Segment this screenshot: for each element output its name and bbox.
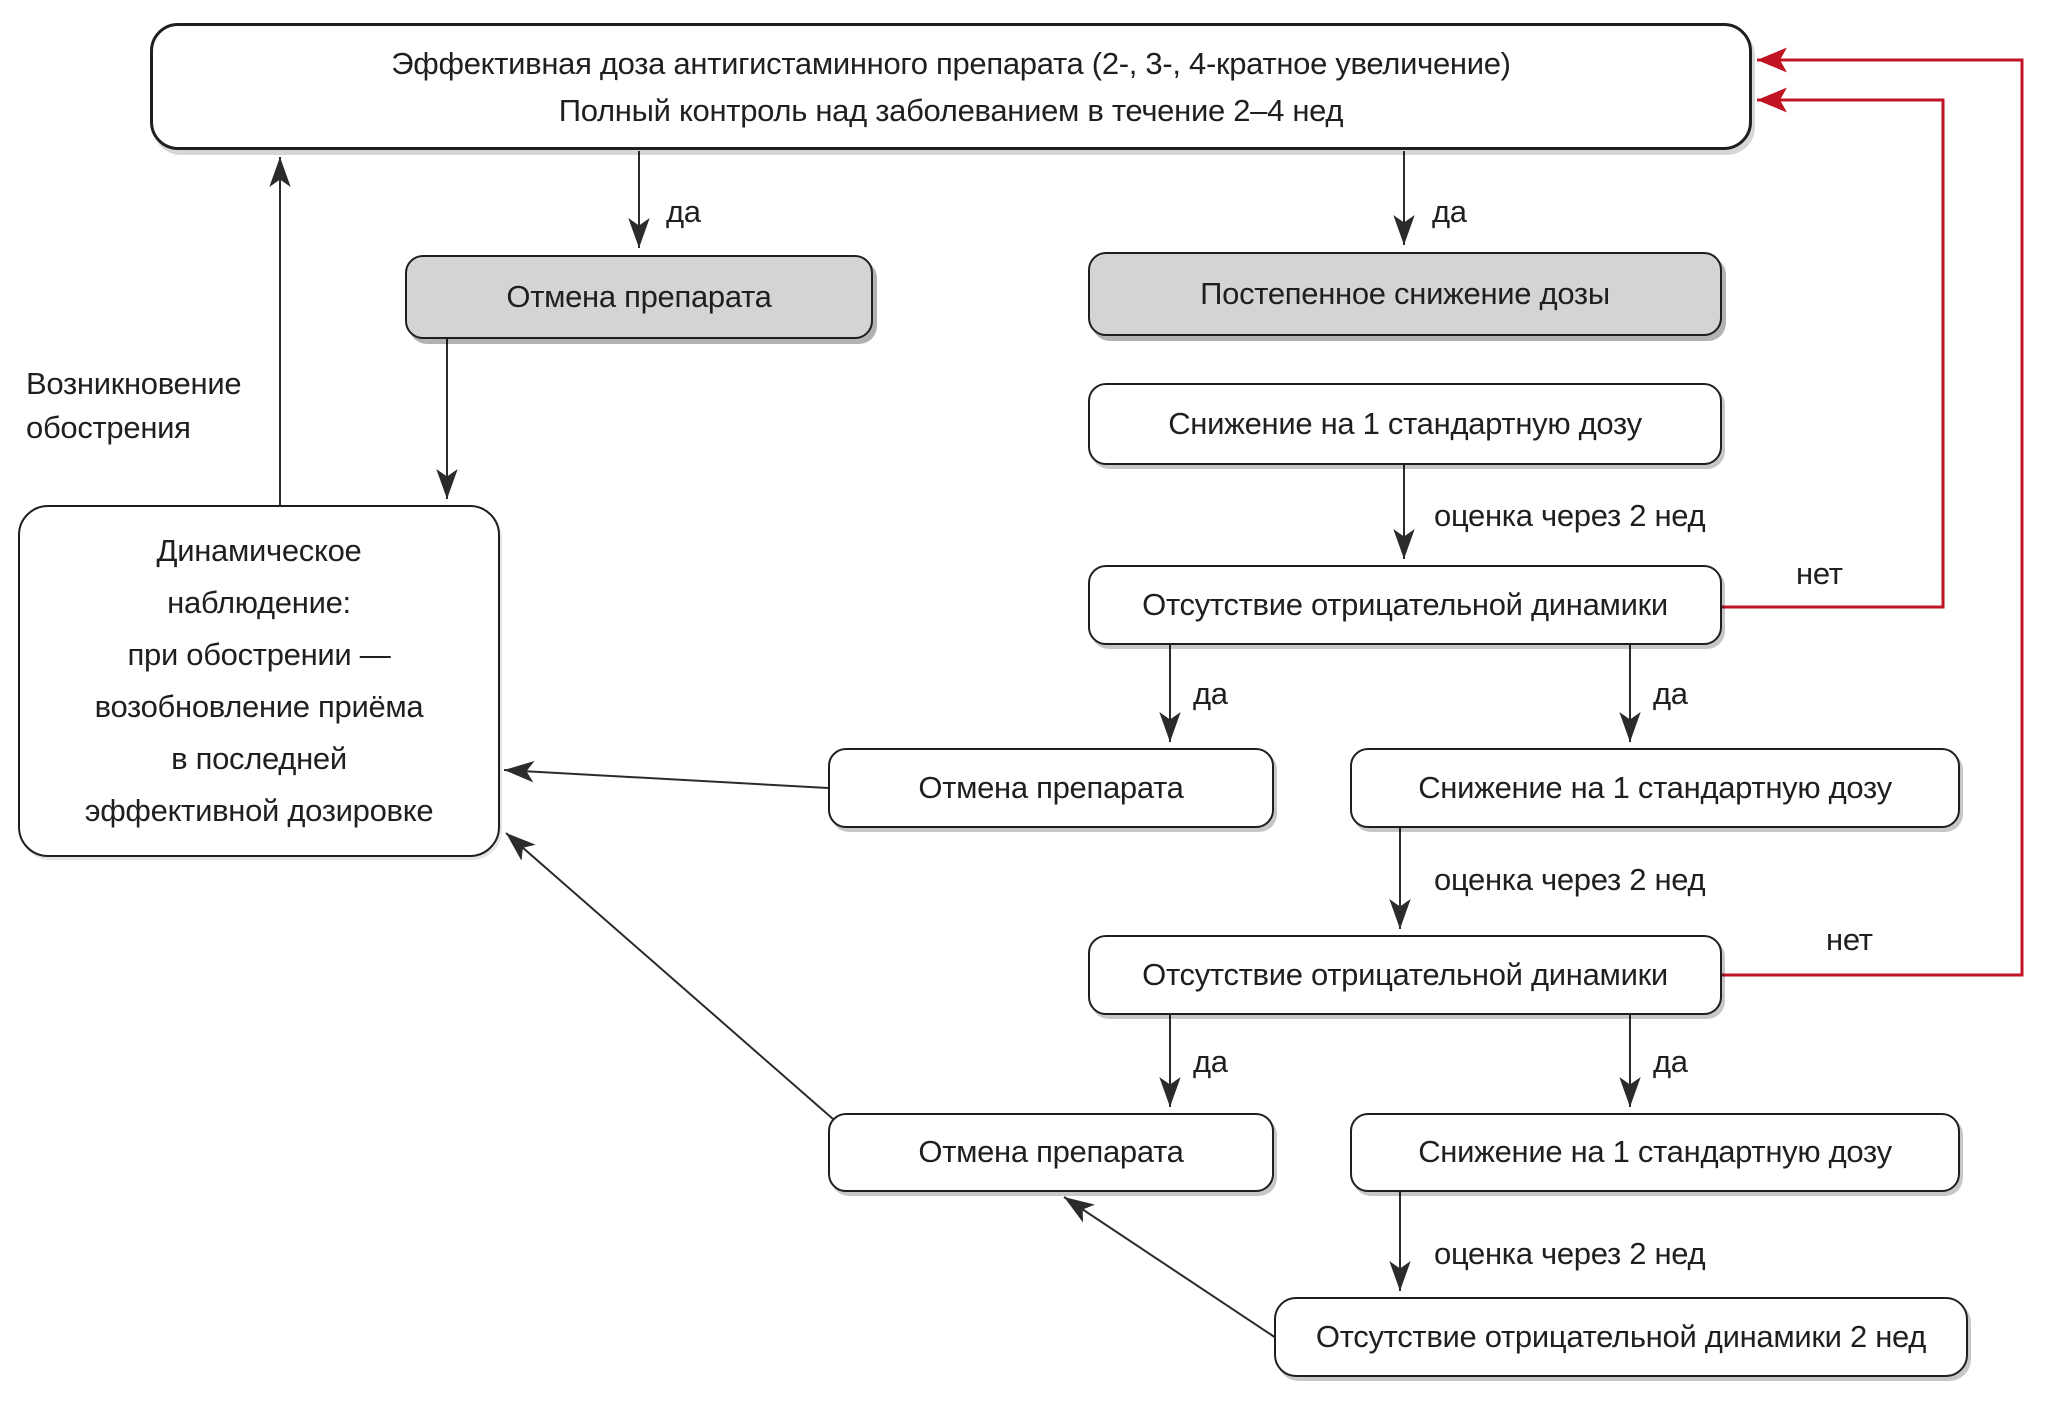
node-reduce-dose-1: Снижение на 1 стандартную дозу	[1088, 383, 1722, 465]
label-yes-5: да	[1193, 1044, 1228, 1079]
label-yes-2: да	[1432, 194, 1467, 229]
observation-line: в последней	[171, 741, 347, 776]
label-assess-2: оценка через 2 нед	[1434, 862, 1706, 897]
label-no-2: нет	[1826, 922, 1873, 957]
effective-dose-line2: Полный контроль над заболеванием в течение 2–4 нед	[558, 92, 1344, 128]
observation-line: наблюдение:	[167, 585, 351, 620]
node-cancel-drug-1: Отмена препарата	[828, 748, 1274, 828]
node-no-negative-1: Отсутствие отрицательной динамики	[1088, 565, 1722, 645]
edge-cancel1-to-observation	[504, 770, 828, 788]
node-effective-dose	[150, 23, 1752, 150]
observation-line: Динамическое	[156, 533, 362, 568]
edge-absence1-feedback-to-top	[1722, 100, 1943, 607]
label-exacerbation	[26, 362, 241, 450]
node-no-negative-2: Отсутствие отрицательной динамики	[1088, 935, 1722, 1015]
observation-line: при обострении —	[127, 637, 391, 672]
edge-absence3-to-cancel2	[1064, 1197, 1276, 1338]
exacerbation-line1: Возникновение	[26, 366, 242, 401]
edge-cancel2-to-observation	[506, 833, 833, 1119]
label-no-1: нет	[1796, 556, 1843, 591]
label-yes-1: да	[666, 194, 701, 229]
node-gradual-reduction: Постепенное снижение дозы	[1088, 252, 1722, 336]
label-assess-3: оценка через 2 нед	[1434, 1236, 1706, 1271]
exacerbation-line2: обострения	[26, 410, 191, 445]
label-assess-1: оценка через 2 нед	[1434, 498, 1706, 533]
label-yes-4: да	[1653, 676, 1688, 711]
label-yes-6: да	[1653, 1044, 1688, 1079]
node-reduce-dose-3: Снижение на 1 стандартную дозу	[1350, 1113, 1960, 1192]
node-cancel-drug-2: Отмена препарата	[828, 1113, 1274, 1192]
observation-line: эффективной дозировке	[84, 793, 434, 828]
label-yes-3: да	[1193, 676, 1228, 711]
node-observation	[18, 505, 500, 857]
observation-line: возобновление приёма	[94, 689, 424, 724]
node-cancel-drug-gray: Отмена препарата	[405, 255, 873, 339]
node-no-negative-2w: Отсутствие отрицательной динамики 2 нед	[1274, 1297, 1968, 1377]
node-reduce-dose-2: Снижение на 1 стандартную дозу	[1350, 748, 1960, 828]
effective-dose-line1: Эффективная доза антигистаминного препарата (2-, 3-, 4-кратное увеличение)	[391, 45, 1511, 81]
edge-absence2-feedback-to-top	[1722, 60, 2022, 975]
